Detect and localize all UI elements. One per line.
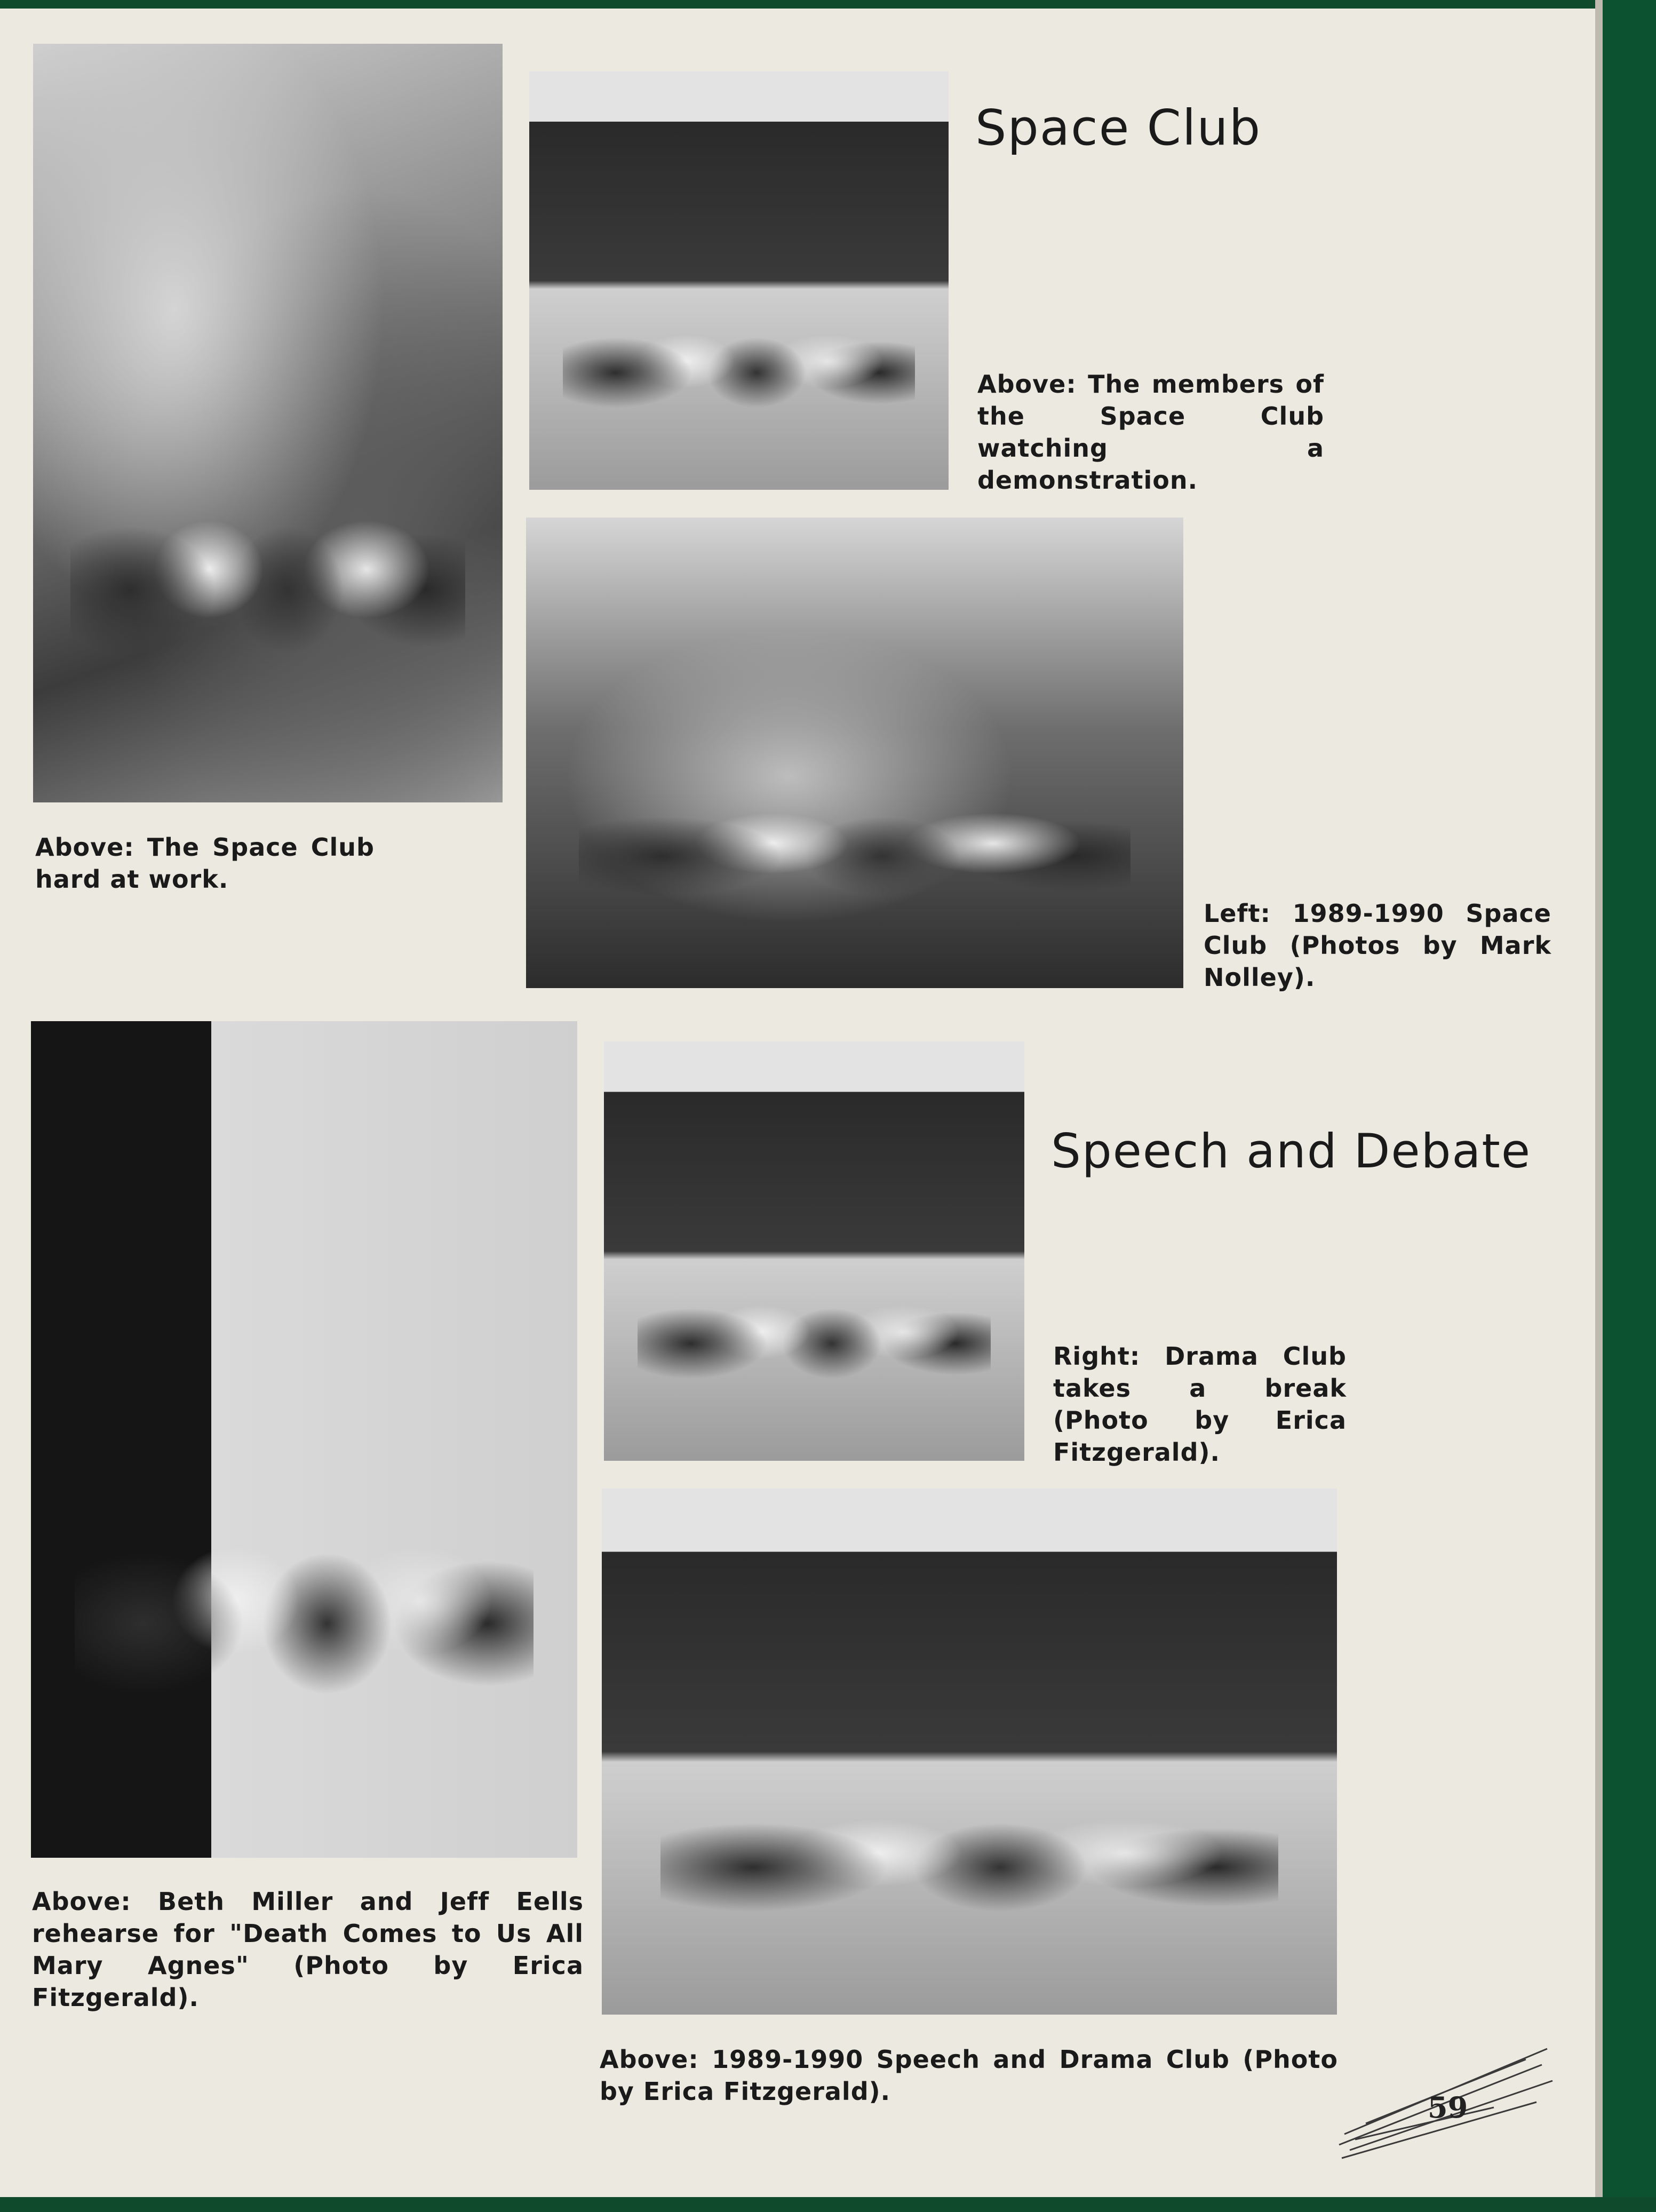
page-top-edge [0,0,1656,9]
photo-space-club-demonstration [529,71,949,490]
space-club-heading: Space Club [975,99,1262,156]
photo-figures [638,1205,991,1436]
page-binding [1595,0,1603,2212]
book-cover-edge [1601,0,1656,2212]
caption-space-club-hard-at-work: Above: The Space Club hard at work. [35,833,375,894]
photo-space-club-group [526,518,1183,988]
photo-figures [563,235,915,465]
page-bottom-edge [0,2197,1656,2212]
caption-space-club-demonstration: Above: The members of the Space Club watching a demonstration. [977,370,1324,495]
photo-figures [660,1694,1278,1983]
photo-drama-club-break [604,1041,1024,1461]
photo-speech-drama-group [602,1489,1337,2015]
photo-figures [75,1348,534,1808]
page-number: 59 [1428,2090,1468,2125]
caption-space-club-group: Left: 1989-1990 Space Club (Photos by Mark Nolley). [1204,899,1551,992]
photo-rehearsal [31,1021,577,1858]
caption-rehearsal: Above: Beth Miller and Jeff Eells rehearse for "Death Comes to Us All Mary Agnes" (Photo by Erica Fitzgerald). [32,1887,584,2012]
caption-speech-drama-group: Above: 1989-1990 Speech and Drama Club (Photo by Erica Fitzgerald). [600,2045,1338,2106]
photo-space-club-hard-at-work [33,44,503,802]
photo-figures [70,340,465,757]
photo-figures [579,701,1131,960]
speech-and-debate-heading: Speech and Debate [1051,1124,1531,1179]
caption-drama-club-break: Right: Drama Club takes a break (Photo by Erica Fitzgerald). [1053,1342,1347,1467]
